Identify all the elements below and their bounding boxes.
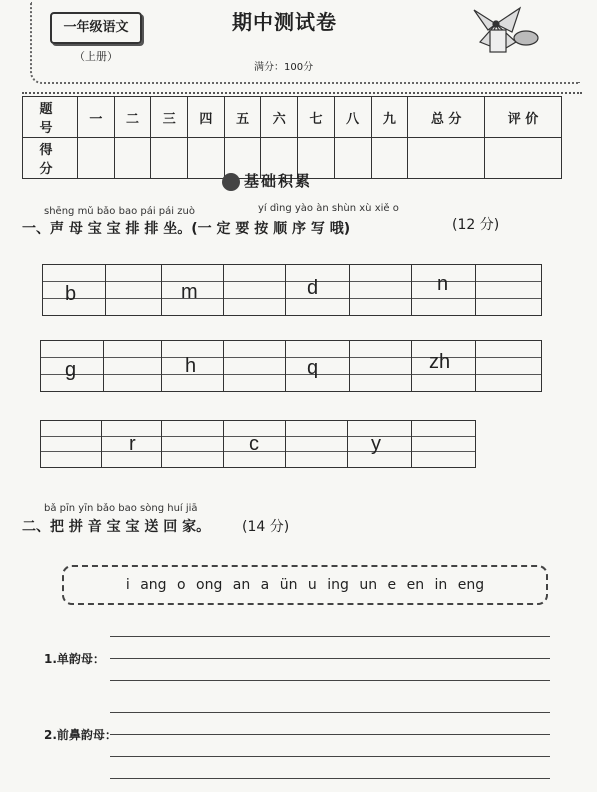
col-header: 七	[298, 97, 335, 138]
full-score: 满分：100分	[254, 62, 314, 73]
score-cell[interactable]	[485, 138, 562, 179]
q2-pinyin: bǎ pīn yīn bǎo bao sòng huí jiā	[44, 503, 198, 514]
answer-line[interactable]	[110, 680, 550, 681]
col-header: 九	[371, 97, 408, 138]
answer-line[interactable]	[110, 636, 550, 637]
section-title	[222, 170, 312, 191]
q1-points: (12 分)	[452, 217, 500, 233]
answer-line[interactable]	[110, 658, 550, 659]
sub-question-2: 2.前鼻韵母：	[44, 728, 117, 742]
score-cell[interactable]	[188, 138, 225, 179]
answer-line[interactable]	[110, 778, 550, 779]
writing-grid	[40, 420, 476, 468]
sub-question-1: 1.单韵母：	[44, 652, 105, 666]
grid-letter: m	[181, 281, 198, 303]
globe-icon	[222, 173, 240, 191]
row-label: 得 分	[23, 138, 78, 179]
grid-letter: d	[307, 277, 319, 299]
q1-text: 一、声 母 宝 宝 排 排 坐。(一 定 要 按 顺 序 写 哦)	[22, 221, 351, 237]
col-header: 总 分	[408, 97, 485, 138]
page-title: 期中测试卷	[232, 10, 337, 34]
col-header: 一	[78, 97, 115, 138]
answer-line[interactable]	[110, 756, 550, 757]
writing-grid	[40, 340, 542, 392]
score-cell[interactable]	[334, 138, 371, 179]
col-header: 评 价	[485, 97, 562, 138]
grid-letter: r	[129, 433, 136, 455]
grade-badge: 一年级语文	[50, 12, 142, 44]
q2-text: 二、把 拼 音 宝 宝 送 回 家。	[22, 519, 211, 535]
grid-letter: c	[249, 433, 259, 455]
separator	[22, 92, 582, 94]
col-header: 二	[114, 97, 151, 138]
q1-pinyin-a: shēng mǔ bǎo bao pái pái zuò	[44, 206, 195, 217]
pinyin-options-box: i ang o ong an a ün u ing un e en in eng	[62, 565, 548, 605]
col-header: 四	[188, 97, 225, 138]
section-title-text: 基础积累	[244, 172, 313, 190]
score-cell[interactable]	[408, 138, 485, 179]
windmill-icon	[450, 2, 542, 60]
q2-points: (14 分)	[242, 519, 290, 535]
grid-letter: g	[65, 359, 77, 381]
col-header: 三	[151, 97, 188, 138]
q1-pinyin-b: yí dìng yào àn shùn xù xiě o	[258, 203, 399, 214]
score-cell[interactable]	[114, 138, 151, 179]
answer-line[interactable]	[110, 712, 550, 713]
grid-letter: zh	[429, 351, 451, 373]
grid-letter: n	[437, 273, 449, 295]
grid-letter: b	[65, 283, 77, 305]
grid-letter: h	[185, 355, 197, 377]
score-cell[interactable]	[371, 138, 408, 179]
col-header: 八	[334, 97, 371, 138]
score-cell[interactable]	[151, 138, 188, 179]
row-label: 题 号	[23, 97, 78, 138]
volume-label: （上册）	[74, 50, 118, 63]
score-table	[22, 96, 562, 179]
grid-letter: q	[307, 357, 319, 379]
col-header: 五	[224, 97, 261, 138]
score-cell[interactable]	[78, 138, 115, 179]
grid-letter: y	[371, 433, 381, 455]
writing-grid	[42, 264, 542, 316]
col-header: 六	[261, 97, 298, 138]
answer-line[interactable]	[110, 734, 550, 735]
